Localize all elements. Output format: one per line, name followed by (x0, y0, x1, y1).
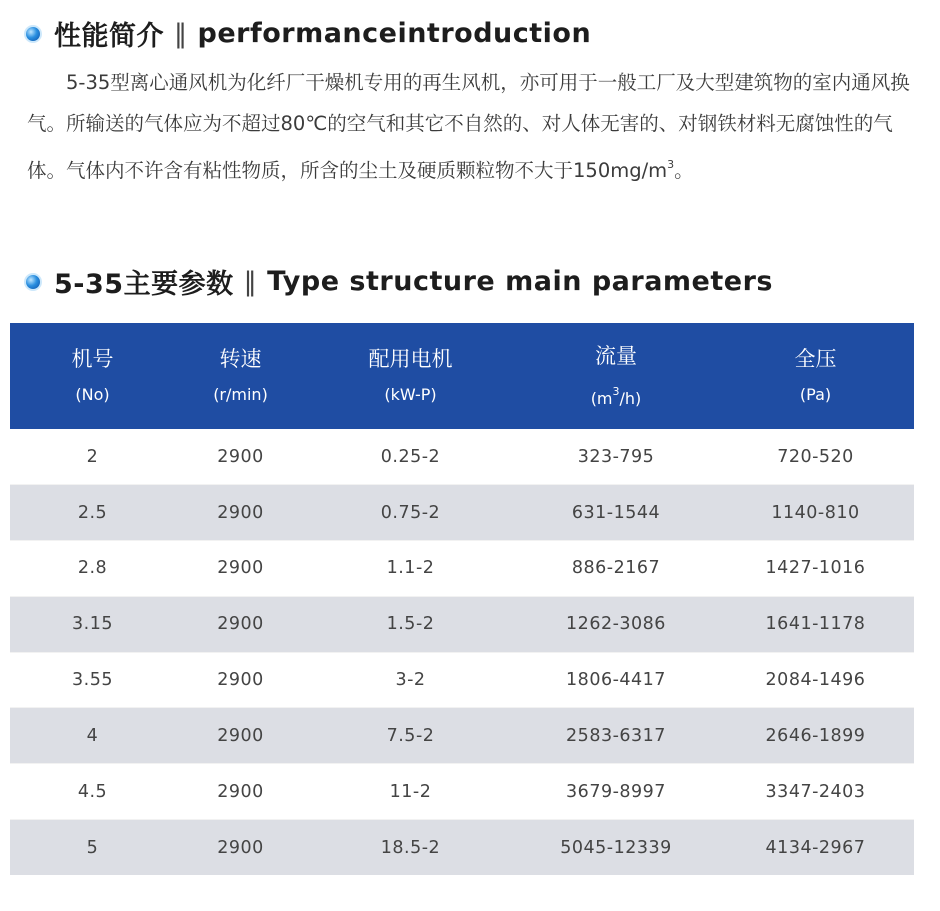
cell-speed: 2900 (175, 485, 306, 541)
header-label: 机号 (71, 347, 114, 371)
cell-motor: 1.5-2 (306, 596, 515, 652)
cell-speed: 2900 (175, 764, 306, 820)
cell-pressure: 2646-1899 (717, 708, 914, 764)
cell-flow: 2583-6317 (515, 708, 717, 764)
header-unit: (Pa) (799, 385, 832, 404)
cell-model-no: 2.5 (10, 485, 175, 541)
header-label: 全压 (794, 347, 837, 371)
cell-motor: 0.75-2 (306, 485, 515, 541)
cell-model-no: 3.15 (10, 596, 175, 652)
heading-separator: ‖ (174, 18, 188, 49)
table-row (10, 820, 914, 876)
bullet-icon (24, 273, 42, 291)
table-body (10, 429, 914, 875)
cell-speed: 2900 (175, 541, 306, 597)
cell-flow: 323-795 (577, 446, 655, 467)
intro-heading-en: performanceintroduction (197, 18, 592, 49)
cell-model-no: 4 (10, 708, 175, 764)
table-row (10, 485, 914, 541)
cell-pressure: 4134-2967 (717, 820, 914, 876)
header-label: 配用电机 (368, 347, 453, 371)
cell-pressure: 720-520 (777, 446, 854, 467)
cell-motor: 3-2 (306, 652, 515, 708)
header-model-no (10, 323, 175, 429)
cell-pressure: 1140-810 (717, 485, 914, 541)
cell-motor: 1.1-2 (306, 541, 515, 597)
header-unit: (No) (75, 385, 110, 404)
intro-heading-zh: 性能简介 (54, 21, 164, 52)
cell-flow: 1262-3086 (515, 596, 717, 652)
table-row (10, 429, 914, 485)
header-unit: (r/min) (213, 385, 268, 404)
cell-motor: 0.25-2 (380, 446, 441, 467)
cell-model-no: 4.5 (10, 764, 175, 820)
params-heading (24, 262, 773, 301)
parameters-table (10, 323, 914, 875)
cell-flow: 886-2167 (515, 541, 717, 597)
table-row (10, 764, 914, 820)
cell-pressure: 2084-1496 (717, 652, 914, 708)
header-unit-post: /h) (619, 388, 642, 408)
cell-speed: 2900 (175, 708, 306, 764)
heading-separator: ‖ (243, 266, 258, 297)
intro-heading (24, 14, 591, 53)
header-label: 转速 (219, 347, 262, 371)
cell-flow: 3679-8997 (515, 764, 717, 820)
cell-model-no: 5 (10, 820, 175, 876)
cell-pressure: 1641-1178 (717, 596, 914, 652)
cell-model-no: 2.8 (10, 541, 175, 597)
params-heading-en: Type structure main parameters (267, 266, 773, 297)
table-header-row (10, 323, 914, 429)
intro-text: 5-35型离心通风机为化纤厂干燥机专用的再生风机，亦可用于一般工厂及大型建筑物的室内通风换气。所输送的气体应为不超过80℃的空气和其它不自然的、对人体无害的、对钢铁材料无腐蚀性的气体。气体内不许含有粘性物质，所含的尘土及硬质颗粒物不大于150mg/m (27, 71, 910, 182)
cell-flow: 1806-4417 (515, 652, 717, 708)
header-speed (175, 323, 306, 429)
intro-text-end: 。 (674, 159, 694, 182)
cell-speed: 2900 (175, 820, 306, 876)
cell-flow: 631-1544 (515, 485, 717, 541)
cell-speed: 2900 (175, 596, 306, 652)
intro-sup: 3 (667, 158, 675, 171)
table-row (10, 596, 914, 652)
cell-speed: 2900 (217, 446, 264, 467)
bullet-icon (24, 25, 42, 43)
cell-motor: 18.5-2 (306, 820, 515, 876)
cell-pressure: 1427-1016 (717, 541, 914, 597)
cell-model-no: 2 (86, 446, 99, 467)
header-unit-pre: (m (590, 388, 613, 408)
header-flow (515, 323, 717, 429)
header-unit: (kW-P) (384, 385, 437, 404)
table-row (10, 541, 914, 597)
header-unit (515, 379, 717, 412)
cell-speed: 2900 (175, 652, 306, 708)
header-pressure (717, 323, 914, 429)
header-label: 流量 (595, 343, 637, 368)
intro-paragraph (27, 62, 917, 191)
cell-pressure: 3347-2403 (717, 764, 914, 820)
cell-motor: 11-2 (306, 764, 515, 820)
cell-motor: 7.5-2 (306, 708, 515, 764)
header-motor (306, 323, 515, 429)
cell-model-no: 3.55 (10, 652, 175, 708)
table-row (10, 708, 914, 764)
header-unit-sup: 3 (612, 384, 620, 398)
cell-flow: 5045-12339 (515, 820, 717, 876)
params-heading-zh: 5-35主要参数 (54, 269, 234, 300)
table-row (10, 652, 914, 708)
